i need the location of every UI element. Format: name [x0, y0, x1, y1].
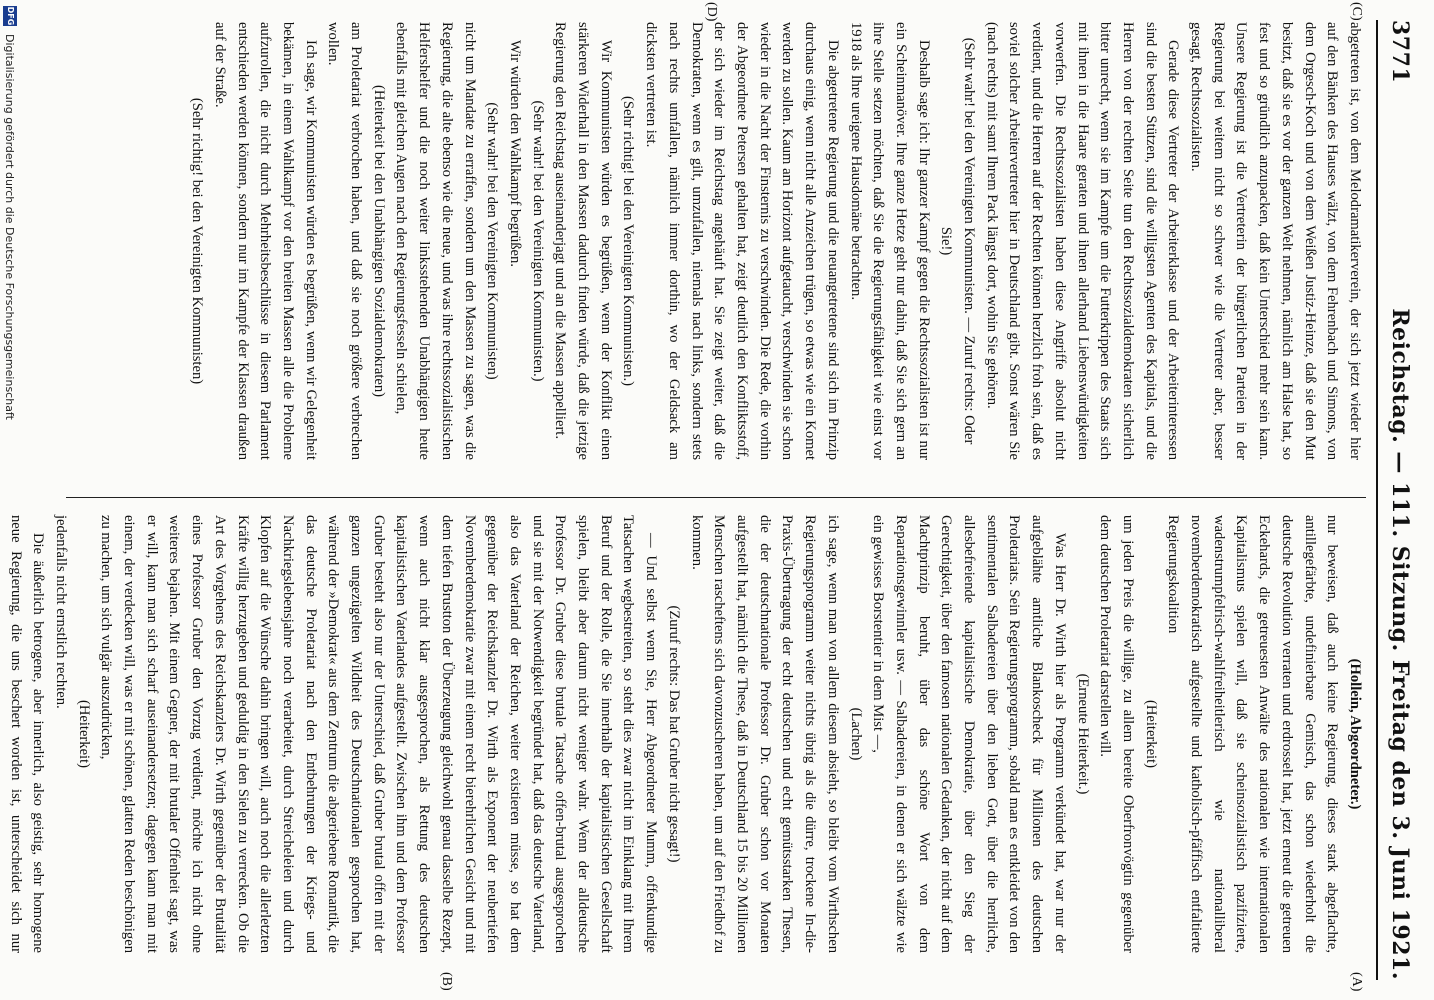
- interjection: (Erneute Heiterkeit.): [1074, 673, 1091, 795]
- paragraph: nur beweisen, daß auch keine Regierung, dieses stark abgeflachte, antillegefärbte, undefinierbare Gemisch, das schon wiederholt die deutsche Revolution verraten und erdrosselt hat, jetzt erneut die getreuen Eckehards, die getreuesten Anwälte des nationalen wie internationalen Kapitalismus spielen will, daß sie scheinsozialistisch pazifizierte, wadenstrumpfelrisch-wahlfreiheitlerisch wie nationalliberal novemberdemokratisch aufgestellte und katholisch-pfäffisch entfaltierte Regierungskoalition: [1165, 515, 1341, 953]
- margin-mark-b: (B): [439, 972, 454, 991]
- interjection: (Sehr wahr! bei den Vereinigten Kommunisten. — Zuruf rechts: Oder Sie!): [938, 37, 978, 445]
- interjection: (Sehr richtig! bei den Vereinigten Kommunisten.): [620, 96, 637, 386]
- interjection: (Sehr wahr! bei den Vereinigten Kommunisten.): [529, 100, 546, 382]
- interjection: (Heiterkeit bei den Unabhängigen Sozialdemokraten): [370, 84, 387, 398]
- paragraph: abgetreten ist, von dem Melodramatikerverein, der sich jetzt wieder hier auf den Bänken des Hauses wälzt, von dem Fehrenbach und Simons, von dem Orgesch-Koch und von dem Weißen Justiz-Heinze, daß sie den Mut besitzt, daß sie es vor der ganzen Welt nehmen, nämlich am Halse hat, so fest und so gründlich anzupacken, daß kein Unterschied mehr sein kann. Unsere Regierung ist die Vertreterin der bürgerlichen Parteien in der Regierung bei weitem nicht so schwer wie die Vertreter aber, besser gesagt, Rechtssozialisten.: [1188, 22, 1363, 460]
- text-column-right: [7, 515, 1366, 953]
- funding-text: Digitalisierung gefördert durch die Deutsche Forschungsgemeinschaft: [3, 34, 17, 420]
- interjection: (Zuruf rechts: Das hat Gruber nicht gesagt!): [665, 605, 682, 863]
- speaker-line: (Hollein, Abgeordneter.): [1347, 658, 1363, 810]
- paragraph: Die äußerlich betrogene, aber innerlich, also geistig, sehr homogene neue Regierung, die uns beschert worden ist, unterscheidet sich nur: [7, 515, 47, 953]
- interjection: (Sehr wahr! bei den Vereinigten Kommunisten): [484, 102, 501, 380]
- paragraph: am Proletariat verbrochen haben, und daß sie noch größere verbrechen wollen.: [325, 22, 365, 460]
- paragraph: Gerade diese Vertreter der Arbeiterklasse und der Arbeiterinteressen sind die besten Stützen, sind die willigsten Agenten des Kapitals, und die Herren von der rechten Seite tun den Rechtssozialdemokraten sicherlich bitter unrecht, wenn sie im Kampfe um die Futterkrippen des Staats sich mit ihnen in die Haare geraten und ihnen allerhand Liebenswürdigkeiten vorwerfen. Die Rechtssozialisten haben diese Angriffe absolut nicht verdient, und die Herren auf der Rechten können herzlich froh sein, daß es soviel solcher Arbeitervertreter hier in Deutschland gibt. Sonst wären Sie (nach rechts) mit samt Ihrem Pack längst dort, wohin Sie gehören.: [983, 22, 1182, 460]
- paragraph: ich sage, wenn man von allem diesem absieht, so bleibt vom Wirthschen Regierungsprogramm weiter nichts übrig als die dürre, trockene In-die-Praxis-Übertragung der echt deutschen und echt gemütsstarken Thesen, die der deutschnationale Professor Dr. Gruber schon vor Monaten aufgestellt hat, nämlich die These, daß in Deutschland 15 bis 20 Millionen Menschen rascheftens sich davonzuscheren haben, um auf den Friedhof zu kommen.: [688, 515, 841, 953]
- running-title: Reichstag. — 111. Sitzung. Freitag den 3. Juni 1921.: [1387, 308, 1413, 980]
- interjection: (Heiterkeit): [75, 699, 92, 769]
- paragraph: Ich sage, wir Kommunisten würden es begrüßen, wenn wir Gelegenheit bekämen, in einem Wahlkampf vor den breiten Massen alle die Probleme aufzurollen, die nicht durch Mehrheitsbeschlüsse in diesem Parlament entschieden werden können, sondern nur im Kampfe der Klassen draußen auf der Straße.: [211, 22, 319, 460]
- interjection: (Heiterkeit): [1142, 699, 1159, 769]
- paragraph: um jeden Preis die willige, zu allem bereite Oberfronvögtin gegenüber dem deutschen Proletariat darstellen will.: [1097, 515, 1136, 953]
- paragraph: Wir würden den Wahlkampf begrüßen.: [506, 40, 523, 267]
- column-divider: [66, 497, 1366, 498]
- paragraph: Deshalb sage ich: Ihr ganzer Kampf gegen die Rechtssozialisten ist nur ein Scheinmanöver. Ihre ganze Hetze geht nur dahin, daß Sie sich gern an ihre Stelle setzen möchten, daß Sie die Regierungsfähigkeit wie einst vor 1918 als Ihre ureigene Hausdomäne betrachten.: [847, 22, 932, 460]
- paragraph: — Und selbst wenn Sie, Herr Abgeordneter Mumm, offenkundige Tatsachen wegbestreiten, so steht dies zwar nicht im Einklang mit Ihrem Beruf und der Rolle, die Sie innerhalb der kapitalistischen Gesellschaft spielen, bleibt aber darum nicht weniger wahr. Wenn der alldeutsche Professor Dr. Gruber diese brutale Tatsache offen-brutal ausgesprochen und sie mit der Notwendigkeit begründet hat, daß das deutsche Vaterland, also das Vaterland der Reichen, weiter existieren müsse, so hat dem gegenüber der Reichskanzler Dr. Wirth als Exponent der neubertiefen Novemberdemokratie zwar mit einem recht bierehrlichen Gesicht und mit dem tiefen Brustton der Überzeugung gleichwohl genau dasselbe Rezept, wenn auch nicht klar ausgesprochen, als Rettung des deutschen kapitalistischen Vaterlandes aufgestellt. Zwischen ihm und dem Professor Gruber besteht also nur der Unterschied, daß Gruber brutal offen mit der ganzen ungezügelten Wildheit des Deutschnationalen gesprochen hat, während der »Demokrat« aus dem Zentrum die abgeriebene Romantik, die das deutsche Proletariat nach den Entbehrungen der Kriegs- und Nachkriegslebensjahre noch verarbeitet, durch Streicheleien und durch Klopfen auf die Wünsche dahin bringen will, auch noch die allerletzten Kräfte willig herzugeben und geduldig in den Sielen zu verrecken. Ob die Art des Vorgehens des Reichskanzlers Dr. Wirth gegenüber der Brutalität eines Professor Gruber den Vorzug verdient, möchte ich nicht ohne weiteres bejahen. Mit einem Gegner, der mit brutaler Offenheit sagt, was er will, kann man sich scharf auseinandersetzen; dagegen kann man mit einem, der verdecken will, was er mit schönen, glatten Reden beschönigen zu machen, um sich vulgär auszudrücken,: [98, 515, 660, 953]
- text-column-left: [66, 22, 1366, 460]
- interjection: (Lachen): [847, 707, 864, 761]
- margin-mark-a: (A): [1349, 972, 1364, 992]
- paragraph: Die abgetretene Regierung und die neuangetretene sind sich im Prinzip durchaus einig, wenn nicht alle Anzeichen trügen, so etwas wie ein Komet werden zu sollen. Kaum am Horizont aufgetaucht, verschwinden sie schon wieder in die Nacht der Finsternis zu verschwinden. Die Rede, die vorhin der Abgeordnete Petersen gehalten hat, zeigt deutlich den Konfliktsstoff, der sich wieder im Reichstag angehäuft hat. Sie zeigt weiter, daß die Demokraten, wenn es gilt, umzufallen, niemals nach links, sondern stets nach rechts umfallen, nämlich immer dorthin, wo der Geldsack am dicksten vertreten ist.: [643, 22, 841, 460]
- paragraph: Was Herr Dr. Wirth hier als Programm verkündet hat, war nur der aufgeblähte amtliche Blankoscheck für Millionen des deutschen Proletariats. Sein Regierungsprogramm, sobald man es entkleidet von den sentimentalen Salbadereien über den lieben Gott, über die herrliche, allesbefreiende kapitalistische Demokratie, über den Sieg der Gerechtigkeit, über den famosen nationalen Gedanken, der nicht auf dem Machtprinzip beruht, über das schöne Wort von dem Reparationsgewinnler usw. — Salbadereien, in denen er sich wälzte wie ein gewisses Borstentier in dem Mist —,: [870, 515, 1068, 953]
- page-number: 3771: [1387, 20, 1413, 84]
- margin-mark-c: (C): [1349, 2, 1364, 21]
- paragraph: jedenfalls nicht ernstlich rechten.: [52, 515, 69, 709]
- dfg-logo-icon: DFG: [3, 6, 17, 26]
- paragraph: Wir Kommunisten würden es begrüßen, wenn der Konflikt einen stärkeren Widerhall in den Massen dadurch finden würde, daß die jetzige Regierung den Reichstag auseinanderjagt und an die Massen appelliert.: [552, 22, 614, 460]
- margin-mark-d: (D): [704, 2, 719, 22]
- interjection: (Sehr richtig! bei den Vereinigten Kommunisten): [189, 97, 206, 385]
- funding-footer: [0, 0, 20, 1000]
- paragraph: nicht um Mandate zu erraffen, sondern um den Massen zu sagen, was die Regierung, die alte ebenso wie die neue, und was ihre rechtssozialistischen Helfershelfer und die noch weiter linksstehenden Unabhängigen heute ebenfalls mit gleichen Augen nach den Regierungsfesseln schielen,: [393, 22, 478, 460]
- page-header: [1376, 20, 1422, 980]
